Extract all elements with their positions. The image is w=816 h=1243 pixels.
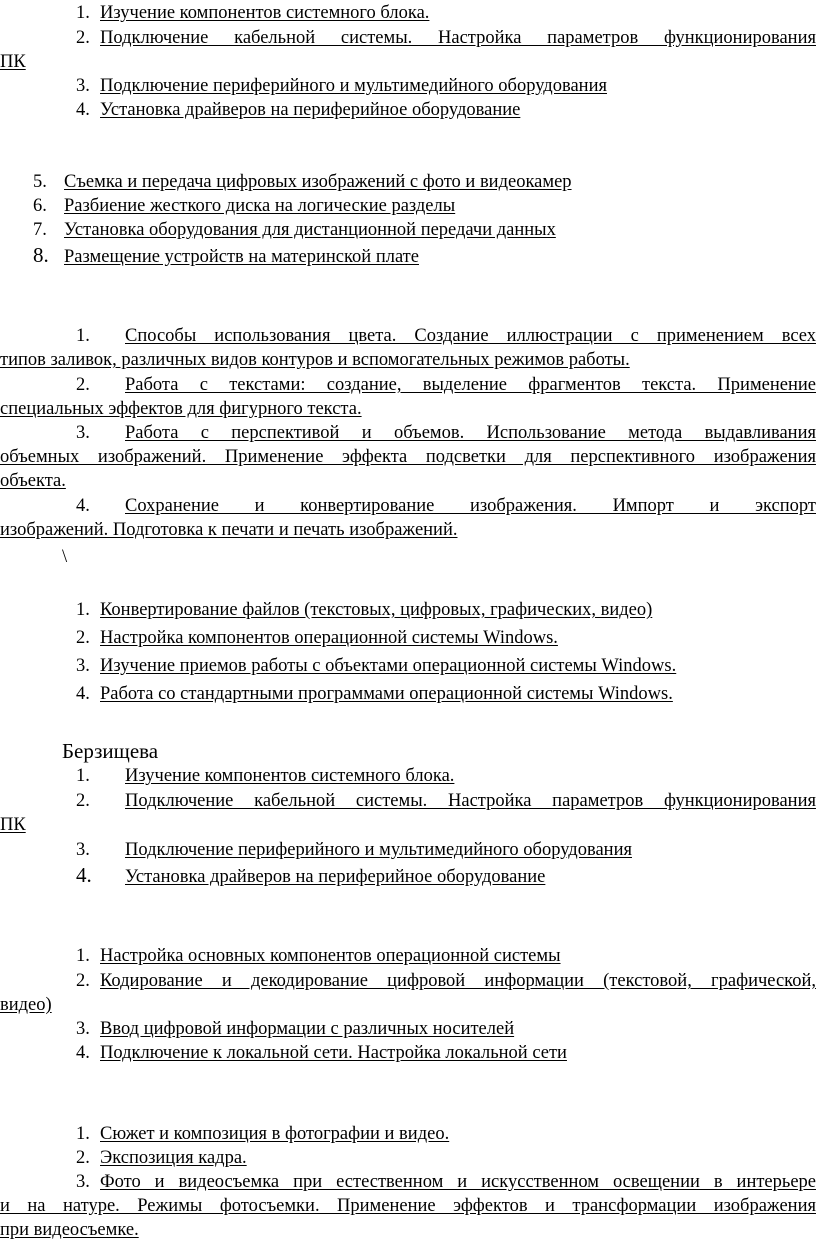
list-number: 3.	[76, 76, 90, 96]
list-item-text: Работа с текстами: создание, выделение фрагментов текста. Применение	[125, 375, 816, 395]
list-number: 3.	[76, 840, 90, 860]
stray-backslash: \	[62, 547, 68, 567]
list-item-continuation: ПК	[0, 815, 26, 835]
list-item-text: Экспозиция кадра.	[100, 1148, 247, 1168]
list-item-text: Подключение кабельной системы. Настройка параметров функционирования	[125, 791, 816, 811]
list-item-text: Настройка компонентов операционной системы Windows.	[100, 628, 558, 648]
list-number: 2.	[76, 791, 90, 811]
list-number: 1.	[76, 326, 90, 346]
list-number: 3.	[76, 1172, 90, 1192]
list-item-text: Изучение компонентов системного блока.	[125, 766, 455, 786]
list-item-text: Сюжет и композиция в фотографии и видео.	[100, 1124, 450, 1144]
list-number: 4.	[76, 1043, 90, 1063]
list-number: 1.	[76, 600, 90, 620]
list-item-text: Ввод цифровой информации с различных носителей	[100, 1019, 515, 1039]
list-number: 2.	[76, 628, 90, 648]
list-item-text: Подключение периферийного и мультимедийного оборудования	[125, 840, 632, 860]
list-item-text: Работа с перспективой и объемов. Использование метода выдавливания	[125, 423, 816, 443]
list-item-text: Съемка и передача цифровых изображений с фото и видеокамер	[64, 172, 572, 192]
list-number: 2.	[76, 1148, 90, 1168]
list-item-text: Сохранение и конвертирование изображения. Импорт и экспорт	[125, 496, 816, 516]
list-item-continuation: специальных эффектов для фигурного текста.	[0, 399, 362, 419]
list-number: 3.	[76, 1019, 90, 1039]
list-number: 6.	[33, 196, 47, 216]
list-item-text: Настройка основных компонентов операционной системы	[100, 946, 561, 966]
list-item-continuation: при видеосъемке.	[0, 1220, 139, 1240]
list-item-text: Изучение приемов работы с объектами операционной системы Windows.	[100, 656, 677, 676]
list-item-text: Подключение к локальной сети. Настройка локальной сети	[100, 1043, 567, 1063]
list-item-text: Разбиение жесткого диска на логические разделы	[64, 196, 456, 216]
list-number: 2.	[76, 971, 90, 991]
list-item-text: Подключение периферийного и мультимедийного оборудования	[100, 76, 607, 96]
list-item-text: Размещение устройств на материнской плате	[64, 247, 419, 267]
list-item-continuation: видео)	[0, 995, 52, 1015]
list-item-text: Установка оборудования для дистанционной передачи данных	[64, 220, 556, 240]
list-number: 2.	[76, 375, 90, 395]
list-number: 7.	[33, 220, 47, 240]
list-number: 8.	[33, 243, 49, 267]
list-number: 4.	[76, 863, 92, 887]
list-number: 1.	[76, 1124, 90, 1144]
list-number: 3.	[76, 423, 90, 443]
list-item-text: Работа со стандартными программами операционной системы Windows.	[100, 684, 673, 704]
list-number: 1.	[76, 766, 90, 786]
list-item-text: Кодирование и декодирование цифровой информации (текстовой, графической,	[100, 971, 816, 991]
list-item-continuation: типов заливок, различных видов контуров и вспомогательных режимов работы.	[0, 350, 630, 370]
list-item-text: Подключение кабельной системы. Настройка параметров функционирования	[100, 28, 816, 48]
list-number: 2.	[76, 28, 90, 48]
list-item-text: Изучение компонентов системного блока.	[100, 3, 430, 23]
list-item-text: Установка драйверов на периферийное оборудование	[125, 867, 546, 887]
author-heading: Берзищева	[62, 739, 159, 763]
list-number: 1.	[76, 3, 90, 23]
list-item-continuation: и на натуре. Режимы фотосъемки. Применение эффектов и трансформации изображения	[0, 1196, 816, 1216]
list-number: 4.	[76, 684, 90, 704]
list-item-text: Способы использования цвета. Создание иллюстрации с применением всех	[125, 326, 816, 346]
list-number: 4.	[76, 100, 90, 120]
list-item-text: Конвертирование файлов (текстовых, цифровых, графических, видео)	[100, 600, 653, 620]
list-number: 5.	[33, 172, 47, 192]
list-item-continuation: объекта.	[0, 471, 66, 491]
list-item-continuation: объемных изображений. Применение эффекта подсветки для перспективного изображения	[0, 447, 816, 467]
list-item-continuation: изображений. Подготовка к печати и печать изображений.	[0, 520, 458, 540]
list-item-continuation: ПК	[0, 52, 26, 72]
list-item-text: Фото и видеосъемка при естественном и искусственном освещении в интерьере	[100, 1172, 816, 1192]
list-number: 3.	[76, 656, 90, 676]
list-item-text: Установка драйверов на периферийное оборудование	[100, 100, 521, 120]
list-number: 1.	[76, 946, 90, 966]
list-number: 4.	[76, 496, 90, 516]
